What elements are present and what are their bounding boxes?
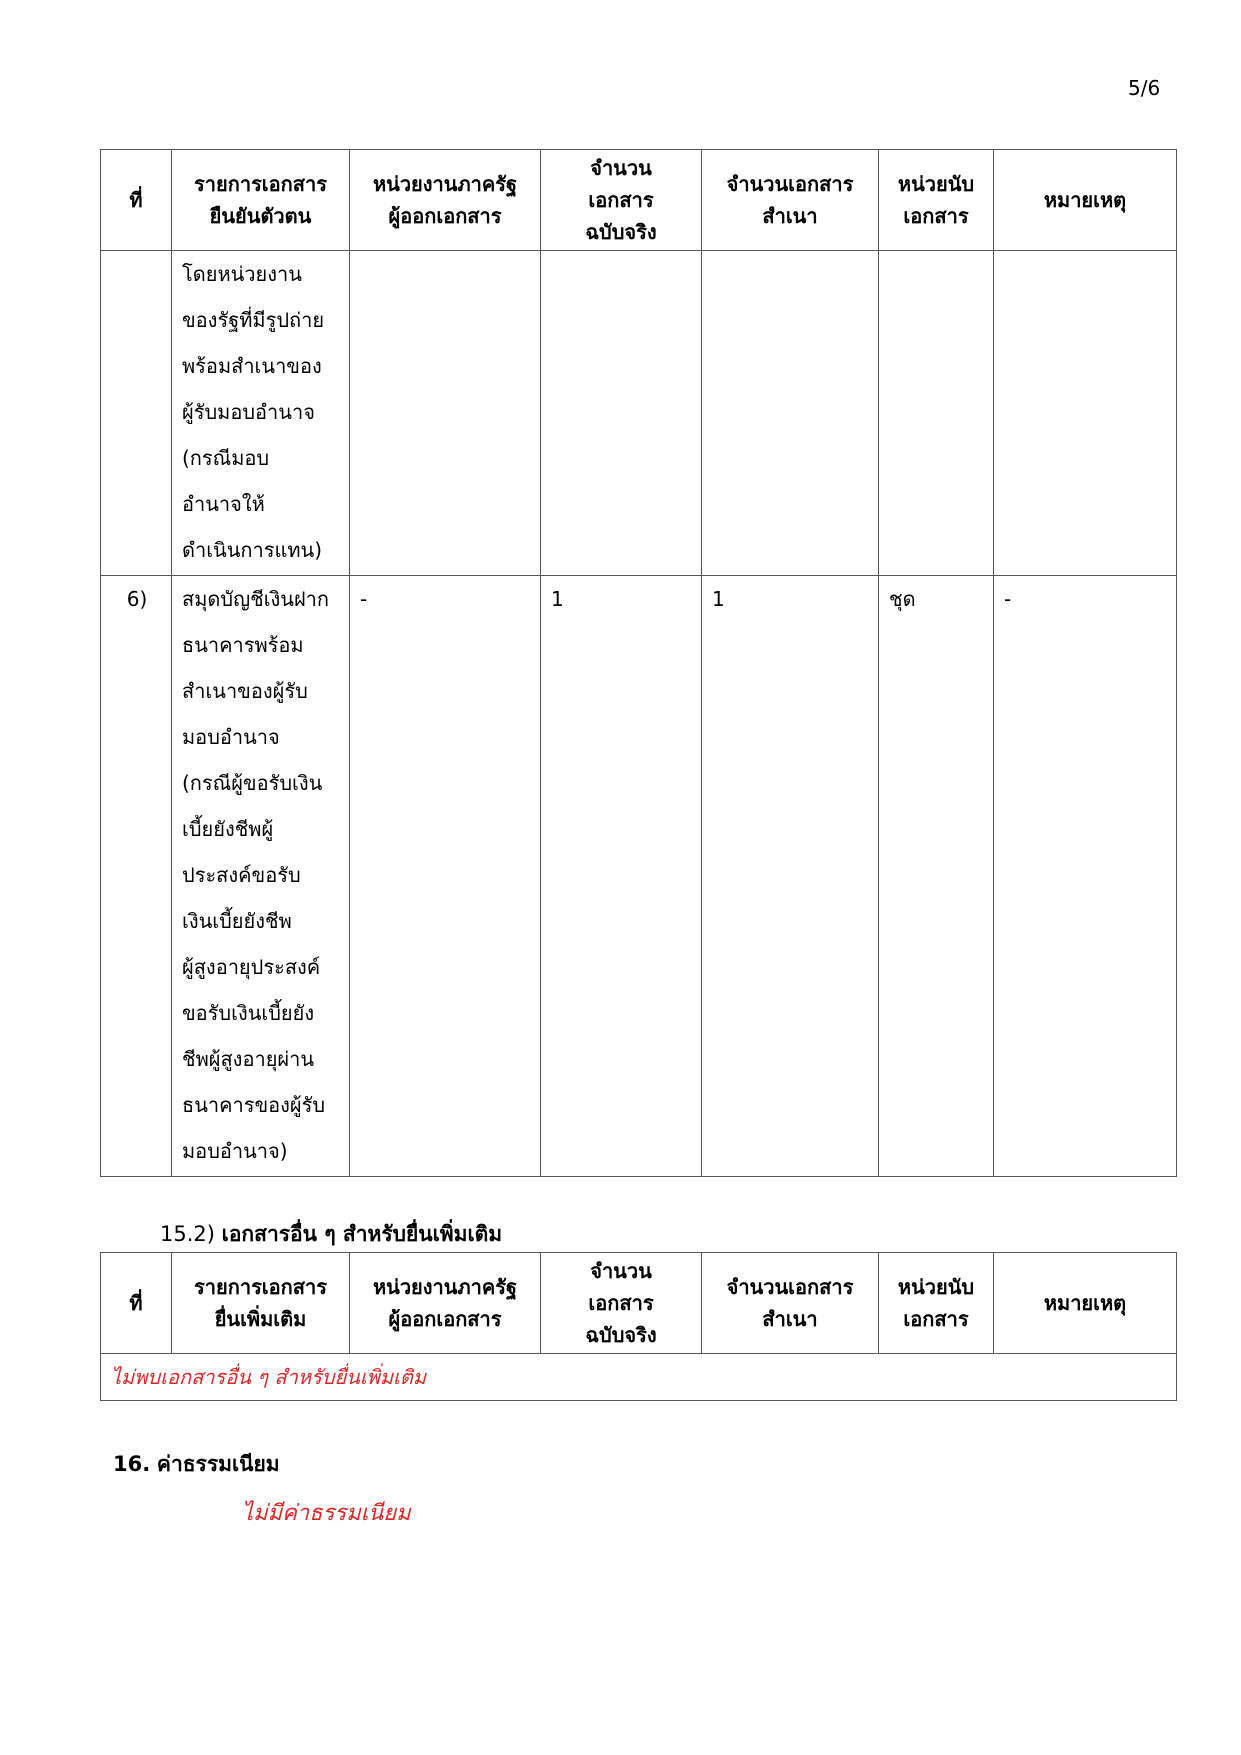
additional-documents-table [100,1252,1177,1401]
col-header-copy-count: จำนวนเอกสาร สำเนา [702,1253,879,1354]
col-header-remark: หมายเหตุ [994,1253,1177,1354]
copy-count-cell [702,251,879,576]
no-additional-documents-message: ไม่พบเอกสารอื่น ๆ สำหรับยื่นเพิ่มเติม [101,1354,1177,1401]
row-number: 6) [101,576,172,1177]
copy-count-cell: 1 [702,576,879,1177]
empty-row [101,1354,1177,1401]
remark-cell [994,251,1177,576]
issuer-cell [350,251,541,576]
section-15-2-heading [160,1218,502,1251]
col-header-document: รายการเอกสาร ยื่นเพิ่มเติม [172,1253,350,1354]
col-header-original-count: จำนวน เอกสาร ฉบับจริง [541,1253,702,1354]
col-header-no: ที่ [101,150,172,251]
original-count-cell: 1 [541,576,702,1177]
unit-cell: ชุด [879,576,994,1177]
col-header-unit: หน่วยนับ เอกสาร [879,150,994,251]
table-row [101,576,1177,1177]
original-count-cell [541,251,702,576]
section-16-number: 16. [113,1452,151,1476]
col-header-issuer: หน่วยงานภาครัฐ ผู้ออกเอกสาร [350,150,541,251]
document-name: โดยหน่วยงาน ของรัฐที่มีรูปถ่าย พร้อมสำเนาของ ผู้รับมอบอำนาจ (กรณีมอบ อำนาจให้ ดำเนินการแทน) [172,251,350,576]
col-header-original-count: จำนวน เอกสาร ฉบับจริง [541,150,702,251]
section-16-title: ค่าธรรมเนียม [156,1452,280,1476]
col-header-copy-count: จำนวนเอกสาร สำเนา [702,150,879,251]
section-15-2-title: เอกสารอื่น ๆ สำหรับยื่นเพิ่มเติม [221,1222,503,1246]
no-fee-message: ไม่มีค่าธรรมเนียม [242,1501,411,1526]
document-name: สมุดบัญชีเงินฝาก ธนาคารพร้อม สำเนาของผู้รับ มอบอำนาจ (กรณีผู้ขอรับเงิน เบี้ยยังชีพผู้ ประสงค์ขอรับ เงินเบี้ยยังชีพ ผู้สูงอายุประสงค์ ขอรับเงินเบี้ยยัง ชีพผู้สูงอายุผ่าน ธนาคารของผู้รับ มอบอำนาจ) [172,576,350,1177]
table-header-row [101,150,1177,251]
required-documents-table [100,149,1177,1177]
section-16-heading [113,1448,280,1481]
col-header-document: รายการเอกสาร ยืนยันตัวตน [172,150,350,251]
page-number: 5/6 [1128,76,1161,100]
remark-cell: - [994,576,1177,1177]
table-header-row [101,1253,1177,1354]
table-row [101,251,1177,576]
row-number [101,251,172,576]
col-header-unit: หน่วยนับ เอกสาร [879,1253,994,1354]
col-header-issuer: หน่วยงานภาครัฐ ผู้ออกเอกสาร [350,1253,541,1354]
col-header-remark: หมายเหตุ [994,150,1177,251]
issuer-cell: - [350,576,541,1177]
section-15-2-number: 15.2) [160,1222,215,1246]
unit-cell [879,251,994,576]
col-header-no: ที่ [101,1253,172,1354]
